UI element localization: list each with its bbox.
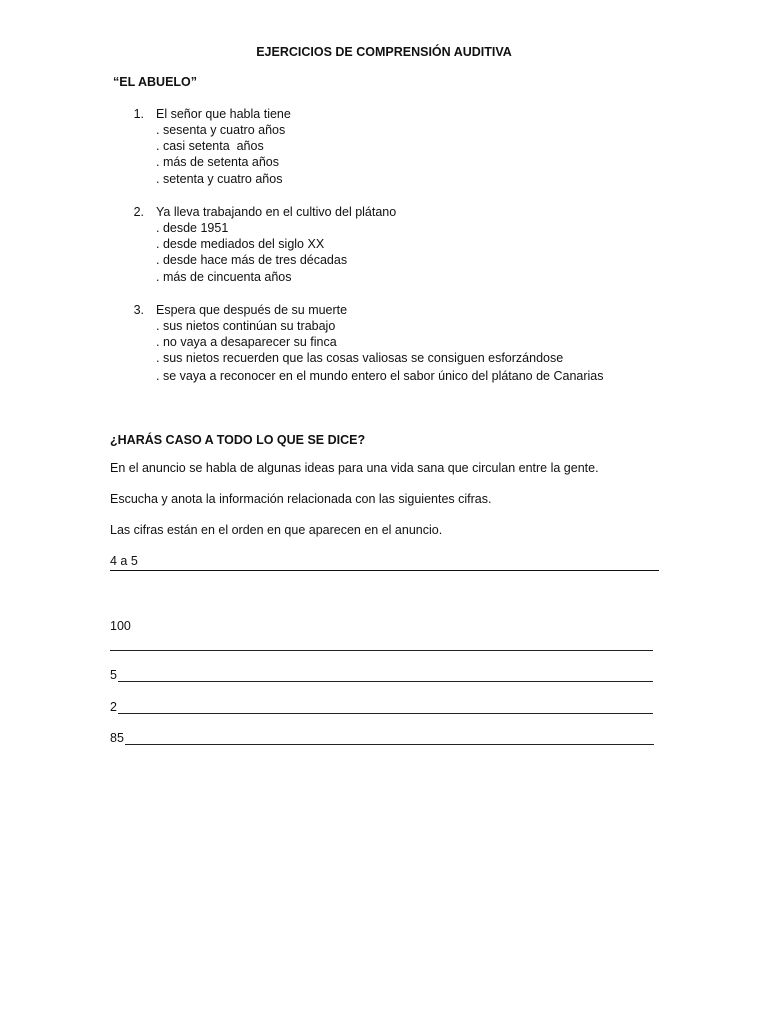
- answer-option: . se vaya a reconocer en el mundo entero el sabor único del plátano de Canarias: [156, 369, 604, 383]
- question-number: 1.: [133, 107, 144, 121]
- answer-option: . sus nietos recuerden que las cosas valiosas se consiguen esforzándose: [156, 351, 564, 365]
- answer-option: . desde hace más de tres décadas: [156, 253, 348, 267]
- answer-option: . no vaya a desaparecer su finca: [156, 335, 337, 349]
- figure-label: 2: [110, 700, 117, 714]
- answer-line[interactable]: [125, 744, 654, 745]
- story-title: “EL ABUELO”: [113, 75, 198, 89]
- page-title: EJERCICIOS DE COMPRENSIÓN AUDITIVA: [256, 45, 512, 59]
- figure-label: 5: [110, 668, 117, 682]
- section-title: ¿HARÁS CASO A TODO LO QUE SE DICE?: [110, 433, 366, 447]
- instruction-paragraph: Escucha y anota la información relacionada con las siguientes cifras.: [110, 492, 492, 506]
- answer-option: . más de cincuenta años: [156, 270, 292, 284]
- instruction-paragraph: En el anuncio se habla de algunas ideas para una vida sana que circulan entre la gente.: [110, 461, 599, 475]
- answer-line[interactable]: [118, 713, 653, 714]
- figure-label: 85: [110, 731, 124, 745]
- answer-option: . setenta y cuatro años: [156, 172, 283, 186]
- question-prompt: El señor que habla tiene: [156, 107, 291, 121]
- answer-option: . sesenta y cuatro años: [156, 123, 286, 137]
- answer-option: . casi setenta años: [156, 139, 264, 153]
- answer-option: . más de setenta años: [156, 155, 279, 169]
- answer-line[interactable]: [110, 570, 659, 571]
- question-number: 2.: [133, 205, 144, 219]
- question-prompt: Espera que después de su muerte: [156, 303, 348, 317]
- figure-label: 100: [110, 619, 131, 633]
- answer-line[interactable]: [110, 650, 653, 651]
- answer-option: . sus nietos continúan su trabajo: [156, 319, 336, 333]
- question-prompt: Ya lleva trabajando en el cultivo del plátano: [156, 205, 397, 219]
- question-number: 3.: [133, 303, 144, 317]
- answer-option: . desde mediados del siglo XX: [156, 237, 325, 251]
- instruction-paragraph: Las cifras están en el orden en que aparecen en el anuncio.: [110, 523, 443, 537]
- figure-label: 4 a 5: [110, 554, 138, 568]
- answer-line[interactable]: [118, 681, 653, 682]
- answer-option: . desde 1951: [156, 221, 229, 235]
